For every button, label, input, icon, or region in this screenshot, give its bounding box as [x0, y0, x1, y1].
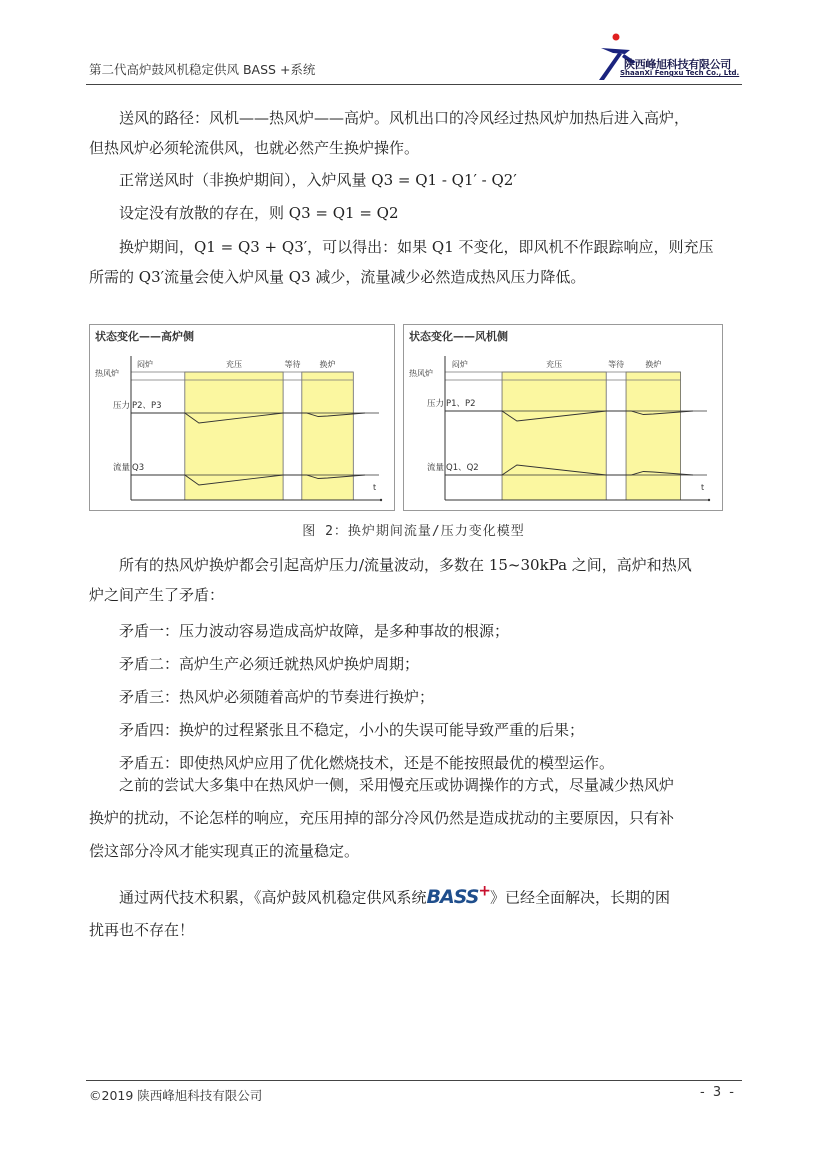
paragraph-normal-flow [89, 165, 749, 195]
paragraph-conclusion [89, 876, 749, 945]
series-label-prefix: 流量 [113, 463, 131, 473]
figure-2 [89, 324, 739, 512]
contradiction-item: 矛盾五：即使热风炉应用了优化燃烧技术，还是不能按照最优的模型运作。 [119, 754, 615, 772]
text-line: 设定没有放散的存在，则 Q3 = Q1 = Q2 [119, 204, 399, 222]
text-line: 炉之间产生了矛盾： [89, 586, 225, 604]
series-label: Q3 [132, 463, 145, 473]
phase-label: 闷炉 [451, 360, 468, 369]
series-label-prefix: 流量 [427, 463, 445, 473]
contradiction-item: 矛盾三：热风炉必须随着高炉的节奏进行换炉； [119, 688, 435, 706]
series-label: P1、P2 [446, 399, 476, 409]
text-line: 偿这部分冷风才能实现真正的流量稳定。 [89, 842, 360, 860]
contradiction-item: 矛盾四：换炉的过程紧张且不稳定，小小的失误可能导致严重的后果； [119, 721, 585, 739]
x-axis-label: t [701, 483, 705, 492]
page-number: - 3 - [700, 1085, 736, 1100]
text-line: 换炉期间，Q1 = Q3 + Q3′，可以得出：如果 Q1 不变化，即风机不作跟踪响应，则充压 [119, 238, 714, 256]
bass-plus-logo [426, 882, 490, 909]
series-label: Q1、Q2 [446, 463, 479, 473]
header-title: 第二代高炉鼓风机稳定供风 BASS +系统 [89, 62, 316, 77]
phase-label: 充压 [546, 360, 563, 369]
phase-label: 换炉 [319, 360, 336, 369]
x-axis-arrow [708, 499, 710, 501]
text-line: 但热风炉必须轮流供风，也就必然产生换炉操作。 [89, 139, 420, 157]
x-axis-label: t [373, 483, 377, 492]
row-label-furnace: 热风炉 [409, 369, 433, 378]
header-rule [86, 84, 742, 85]
phase-highlight [502, 372, 606, 500]
paragraph-air-path [89, 103, 749, 163]
text-line [89, 876, 749, 912]
paragraph-fluctuation [89, 550, 749, 610]
bass-plus-sign: + [478, 882, 490, 900]
phase-label: 等待 [284, 360, 301, 369]
chart-panel-1 [90, 325, 395, 511]
phase-label: 换炉 [645, 360, 662, 369]
contradiction-list [89, 616, 749, 778]
text-line: 之前的尝试大多集中在热风炉一侧，采用慢充压或协调操作的方式，尽量减少热风炉 [119, 776, 675, 794]
paragraph-previous-attempts [89, 770, 749, 866]
logo-name-en: ShaanXi Fengxu Tech Co., Ltd. [620, 69, 740, 77]
x-axis-arrow [380, 499, 382, 501]
text-segment: 通过两代技术积累，《高炉鼓风机稳定供风系统 [119, 888, 427, 907]
phase-label: 闷炉 [137, 360, 154, 369]
figure-caption: 图 2：换炉期间流量/压力变化模型 [302, 524, 525, 539]
paragraph-assumption [89, 198, 749, 228]
phase-highlight [626, 372, 681, 500]
chart-title: 状态变化——高炉侧 [95, 330, 194, 343]
row-label-furnace: 热风炉 [95, 369, 119, 378]
text-line: 送风的路径：风机——热风炉——高炉。风机出口的冷风经过热风炉加热后进入高炉， [119, 109, 690, 127]
chart-panel-2 [404, 325, 723, 511]
bass-brand-text: BASS [426, 886, 479, 909]
contradiction-item: 矛盾二：高炉生产必须迁就热风炉换炉周期； [119, 655, 420, 673]
text-segment: 》已经全面解决，长期的困 [489, 888, 670, 907]
phase-label: 充压 [225, 360, 242, 369]
text-line: 所需的 Q3′流量会使入炉风量 Q3 减少，流量减少必然造成热风压力降低。 [89, 268, 586, 286]
series-label: P2、P3 [132, 401, 162, 411]
series-label-prefix: 压力 [113, 401, 131, 411]
footer-copyright: ©2019 陕西峰旭科技有限公司 [89, 1088, 263, 1103]
company-logo [596, 32, 746, 82]
series-label-prefix: 压力 [427, 399, 445, 409]
phase-label: 等待 [608, 360, 625, 369]
footer-rule [86, 1080, 742, 1081]
text-line: 扰再也不存在！ [89, 921, 195, 940]
chart-title: 状态变化——风机侧 [409, 330, 508, 343]
contradiction-item: 矛盾一：压力波动容易造成高炉故障，是多种事故的根源； [119, 622, 510, 640]
paragraph-switching [89, 232, 749, 292]
phase-highlight [302, 372, 353, 500]
logo-name-cn: 陕西峰旭科技有限公司 [624, 58, 731, 71]
text-line: 所有的热风炉换炉都会引起高炉压力/流量波动，多数在 15~30kPa 之间，高炉和热风 [119, 556, 692, 574]
text-line: 正常送风时（非换炉期间），入炉风量 Q3 = Q1 - Q1′ - Q2′ [119, 171, 517, 189]
state-change-charts [89, 324, 739, 512]
text-line: 换炉的扰动，不论怎样的响应，充压用掉的部分冷风仍然是造成扰动的主要原因，只有补 [89, 809, 675, 827]
